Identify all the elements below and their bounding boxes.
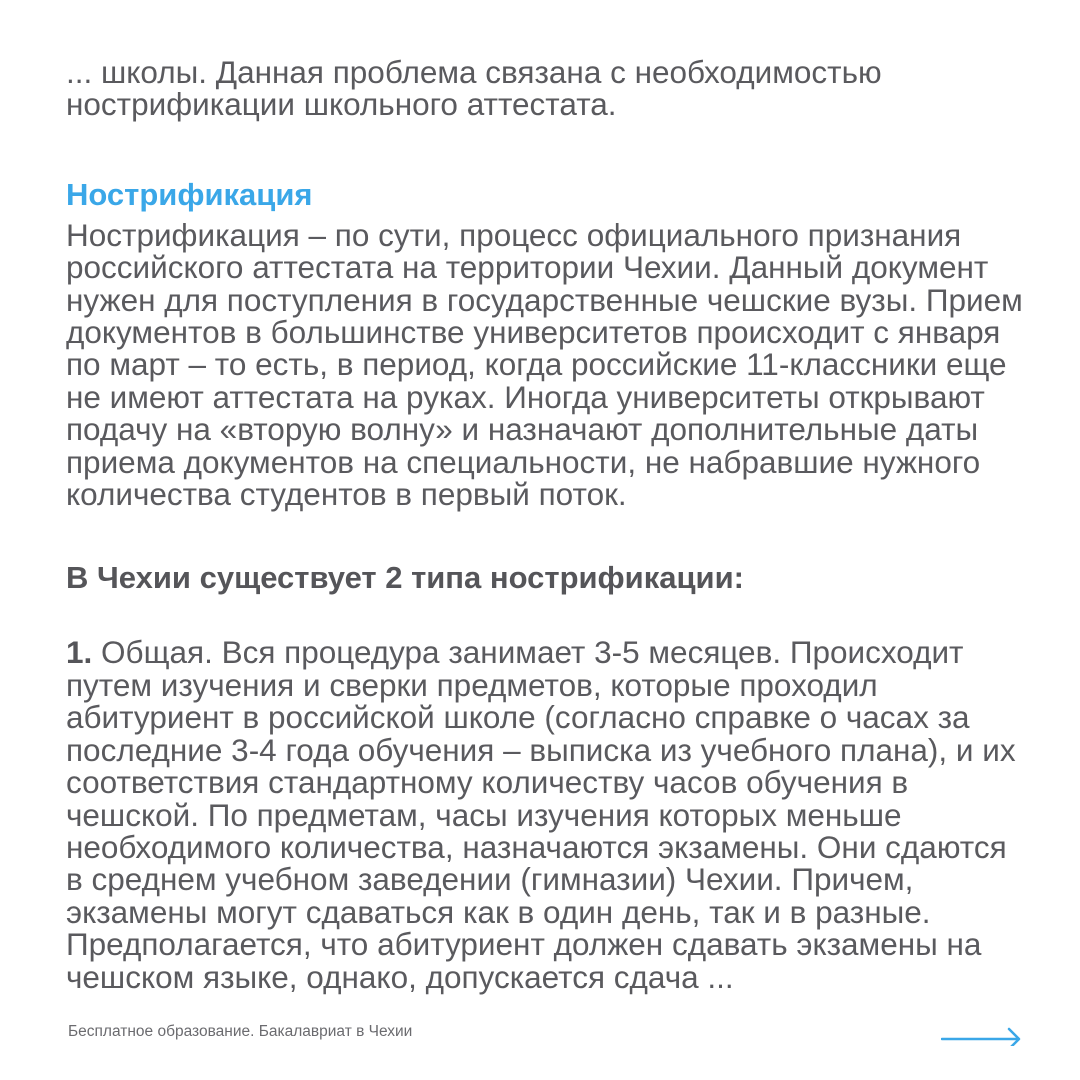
types-subheading: В Чехии существует 2 типа нострификации: xyxy=(66,560,744,596)
arrow-right-icon[interactable] xyxy=(941,1024,1021,1046)
list-item-text: Общая. Вся процедура занимает 3-5 месяцев. Происходит путем изучения и сверки предметов, которые проходил абитуриент в российской школе (согласно справке о часах за последние 3-4 года обучения – выписка из учебного плана), и их соответствия стандартному количеству часов обучения в чешской. По предметам, часы изучения которых меньше необходимого количества, назначаются экзамены. Они сдаются в среднем учебном заведении (гимназии) Чехии. Причем, экзамены могут сдаваться как в один день, так и в разные. Предполагается, что абитуриент должен сдавать экзамены на чешском языке, однако, допускается сдача ... xyxy=(66,634,1016,995)
section-heading: Нострификация xyxy=(66,176,313,212)
list-item-number: 1. xyxy=(66,634,93,671)
nostrification-paragraph: Нострификация – по сути, процесс официального признания российского аттестата на территории Чехии. Данный документ нужен для поступления в государственные чешские вузы. Прием документов в большинстве университетов происходит с января по март – то есть, в период, когда российские 11-классники еще не имеют аттестата на руках. Иногда университеты открывают подачу на «вторую волну» и назначают дополнительные даты приема документов на специальности, не набравшие нужного количества студентов в первый поток. xyxy=(66,216,1023,513)
footer-caption: Бесплатное образование. Бакалавриат в Чехии xyxy=(68,1023,413,1040)
article-content xyxy=(66,56,1026,993)
intro-paragraph: ... школы. Данная проблема связана с необходимостью нострификации школьного аттестата. xyxy=(66,54,882,123)
list-item xyxy=(66,634,1026,995)
